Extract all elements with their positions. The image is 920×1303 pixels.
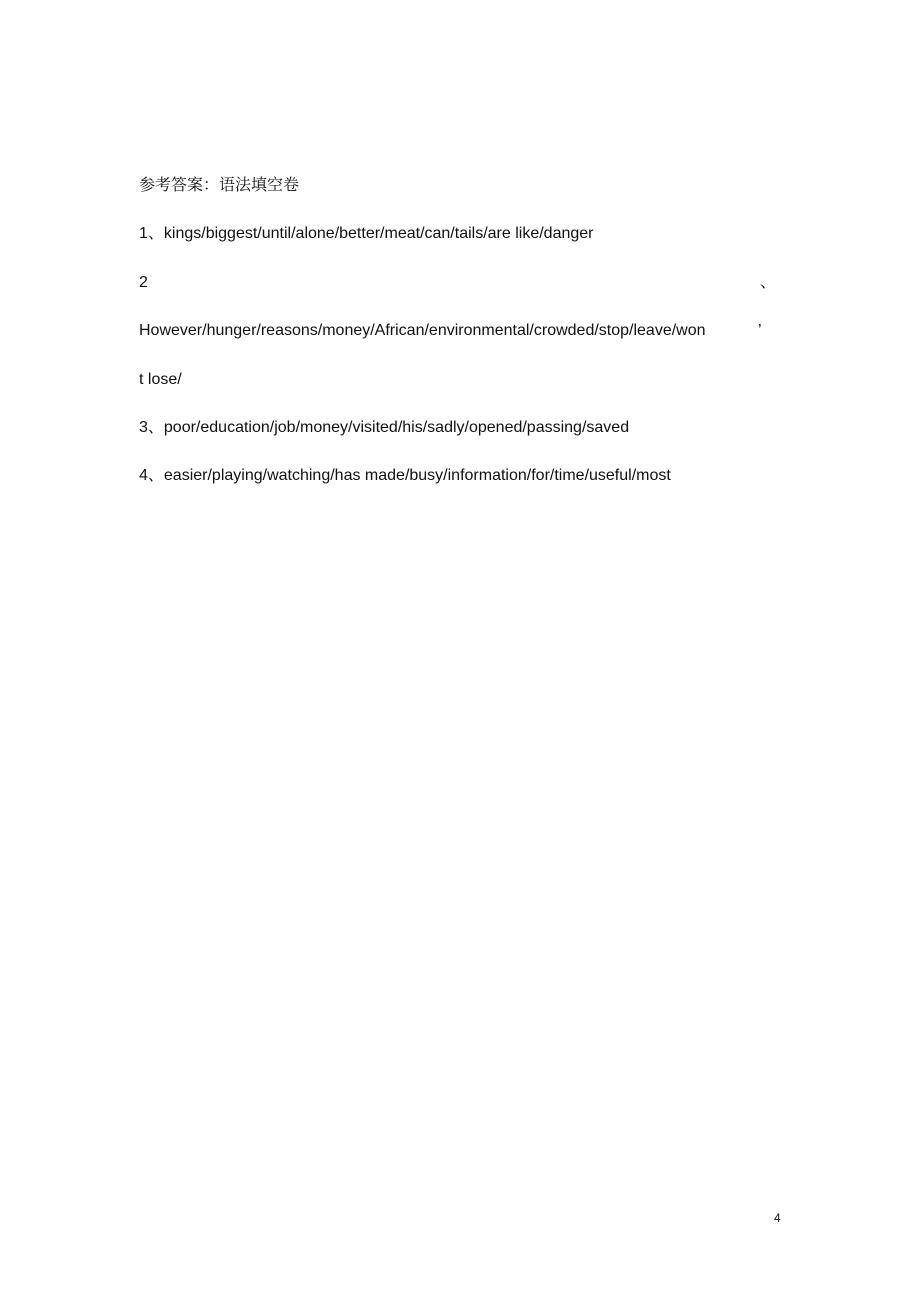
answer-key-heading xyxy=(139,176,299,196)
page-number: 4 xyxy=(774,1211,781,1225)
answer-2-number-line xyxy=(139,273,148,293)
answer-2-apostrophe xyxy=(758,321,762,341)
answer-1-number: 1、 xyxy=(139,225,164,242)
answer-2-apostrophe-text: ’ xyxy=(758,322,762,339)
answer-3 xyxy=(139,418,629,438)
answer-2-line-1 xyxy=(139,321,706,341)
answer-2-line-2 xyxy=(139,370,182,390)
answer-1-text: kings/biggest/until/alone/better/meat/can/tails/are like/danger xyxy=(163,225,594,242)
answer-3-number: 3、 xyxy=(139,419,164,436)
heading-text: 参考答案：语法填空卷 xyxy=(139,177,300,194)
answer-2-text-line-2: t lose/ xyxy=(139,371,182,388)
answer-4-number: 4、 xyxy=(139,467,164,484)
answer-3-text: poor/education/job/money/visited/his/sadly/opened/passing/saved xyxy=(163,419,630,436)
answer-4-text: easier/playing/watching/has made/busy/information/for/time/useful/most xyxy=(163,467,671,484)
answer-2-separator-text: 、 xyxy=(760,274,777,291)
answer-4 xyxy=(139,466,671,486)
answer-2-number: 2 xyxy=(139,274,148,291)
answer-1 xyxy=(139,224,594,244)
answer-2-text-line-1: However/hunger/reasons/money/African/environmental/crowded/stop/leave/won xyxy=(139,322,706,339)
answer-2-separator xyxy=(760,273,776,293)
